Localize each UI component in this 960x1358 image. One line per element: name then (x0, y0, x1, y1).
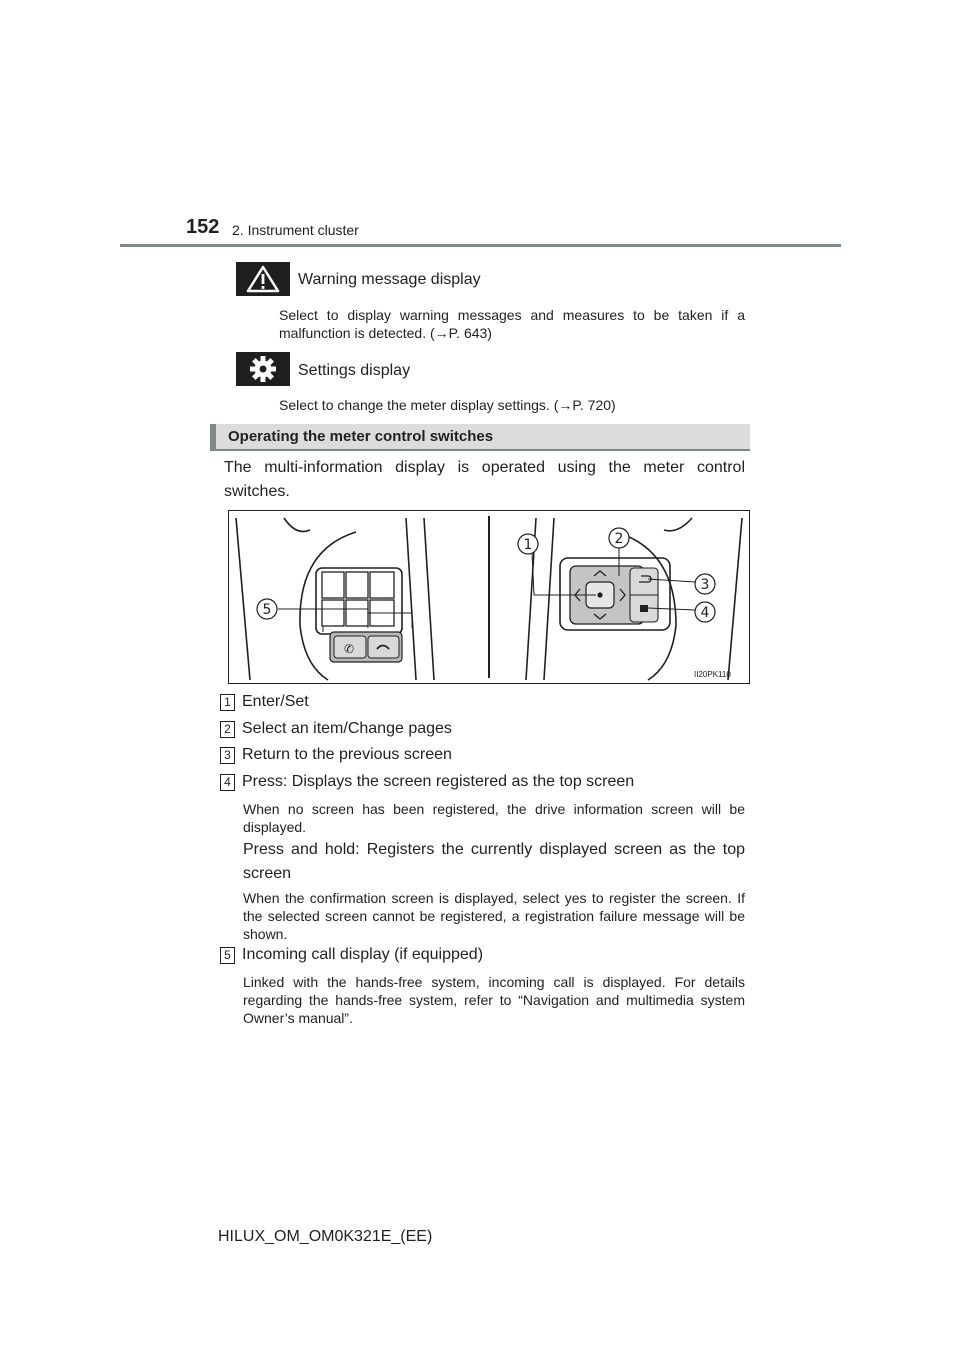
item-number: 5 (220, 947, 235, 964)
item-number: 3 (220, 747, 235, 764)
item-note: When the confirmation screen is displayed, select yes to register the screen. If the selected screen cannot be registered, a registration failure message will be shown. (243, 890, 745, 942)
svg-text:✆: ✆ (344, 642, 355, 656)
warning-description: Select to display warning messages and measures to be taken if a malfunction is detected. (→P. 643) (279, 307, 745, 341)
item-text: Select an item/Change pages (242, 720, 452, 737)
item-number: 2 (220, 721, 235, 738)
warning-triangle-icon (236, 262, 290, 296)
heading-rule (210, 449, 750, 451)
document-code: HILUX_OM_OM0K321E_(EE) (218, 1228, 433, 1245)
svg-text:4: 4 (700, 605, 710, 621)
section-title: 2. Instrument cluster (232, 222, 359, 238)
intro-text: The multi-information display is operated using the meter control switches. (224, 459, 745, 500)
item-number: 1 (220, 694, 235, 711)
header-rule (120, 244, 841, 247)
page-number: 152 (186, 216, 220, 238)
item-text: Enter/Set (242, 693, 309, 710)
svg-text:5: 5 (262, 602, 272, 618)
item-number: 4 (220, 774, 235, 791)
gear-icon (236, 352, 290, 386)
settings-label: Settings display (298, 362, 411, 379)
svg-text:2: 2 (614, 531, 624, 547)
item-note: Linked with the hands-free system, incoming call is displayed. For details regarding the hands-free system, refer to “Navigation and multimedia system Owner’s manual”. (243, 974, 745, 1026)
steering-switch-figure (228, 510, 750, 684)
svg-text:1: 1 (523, 537, 533, 553)
item-text: Return to the previous screen (242, 746, 452, 763)
item-note: When no screen has been registered, the drive information screen will be displayed. (243, 801, 745, 835)
item-text: Press: Displays the screen registered as the top screen (242, 773, 635, 790)
settings-description: Select to change the meter display settings. (→P. 720) (279, 397, 616, 413)
warning-label: Warning message display (298, 271, 481, 288)
svg-text:3: 3 (700, 577, 710, 593)
section-heading: Operating the meter control switches (210, 424, 750, 450)
figure-code: II20PK110 (694, 670, 731, 679)
item-text: Incoming call display (if equipped) (242, 946, 484, 963)
item-text: Press and hold: Registers the currently displayed screen as the top screen (243, 841, 745, 882)
